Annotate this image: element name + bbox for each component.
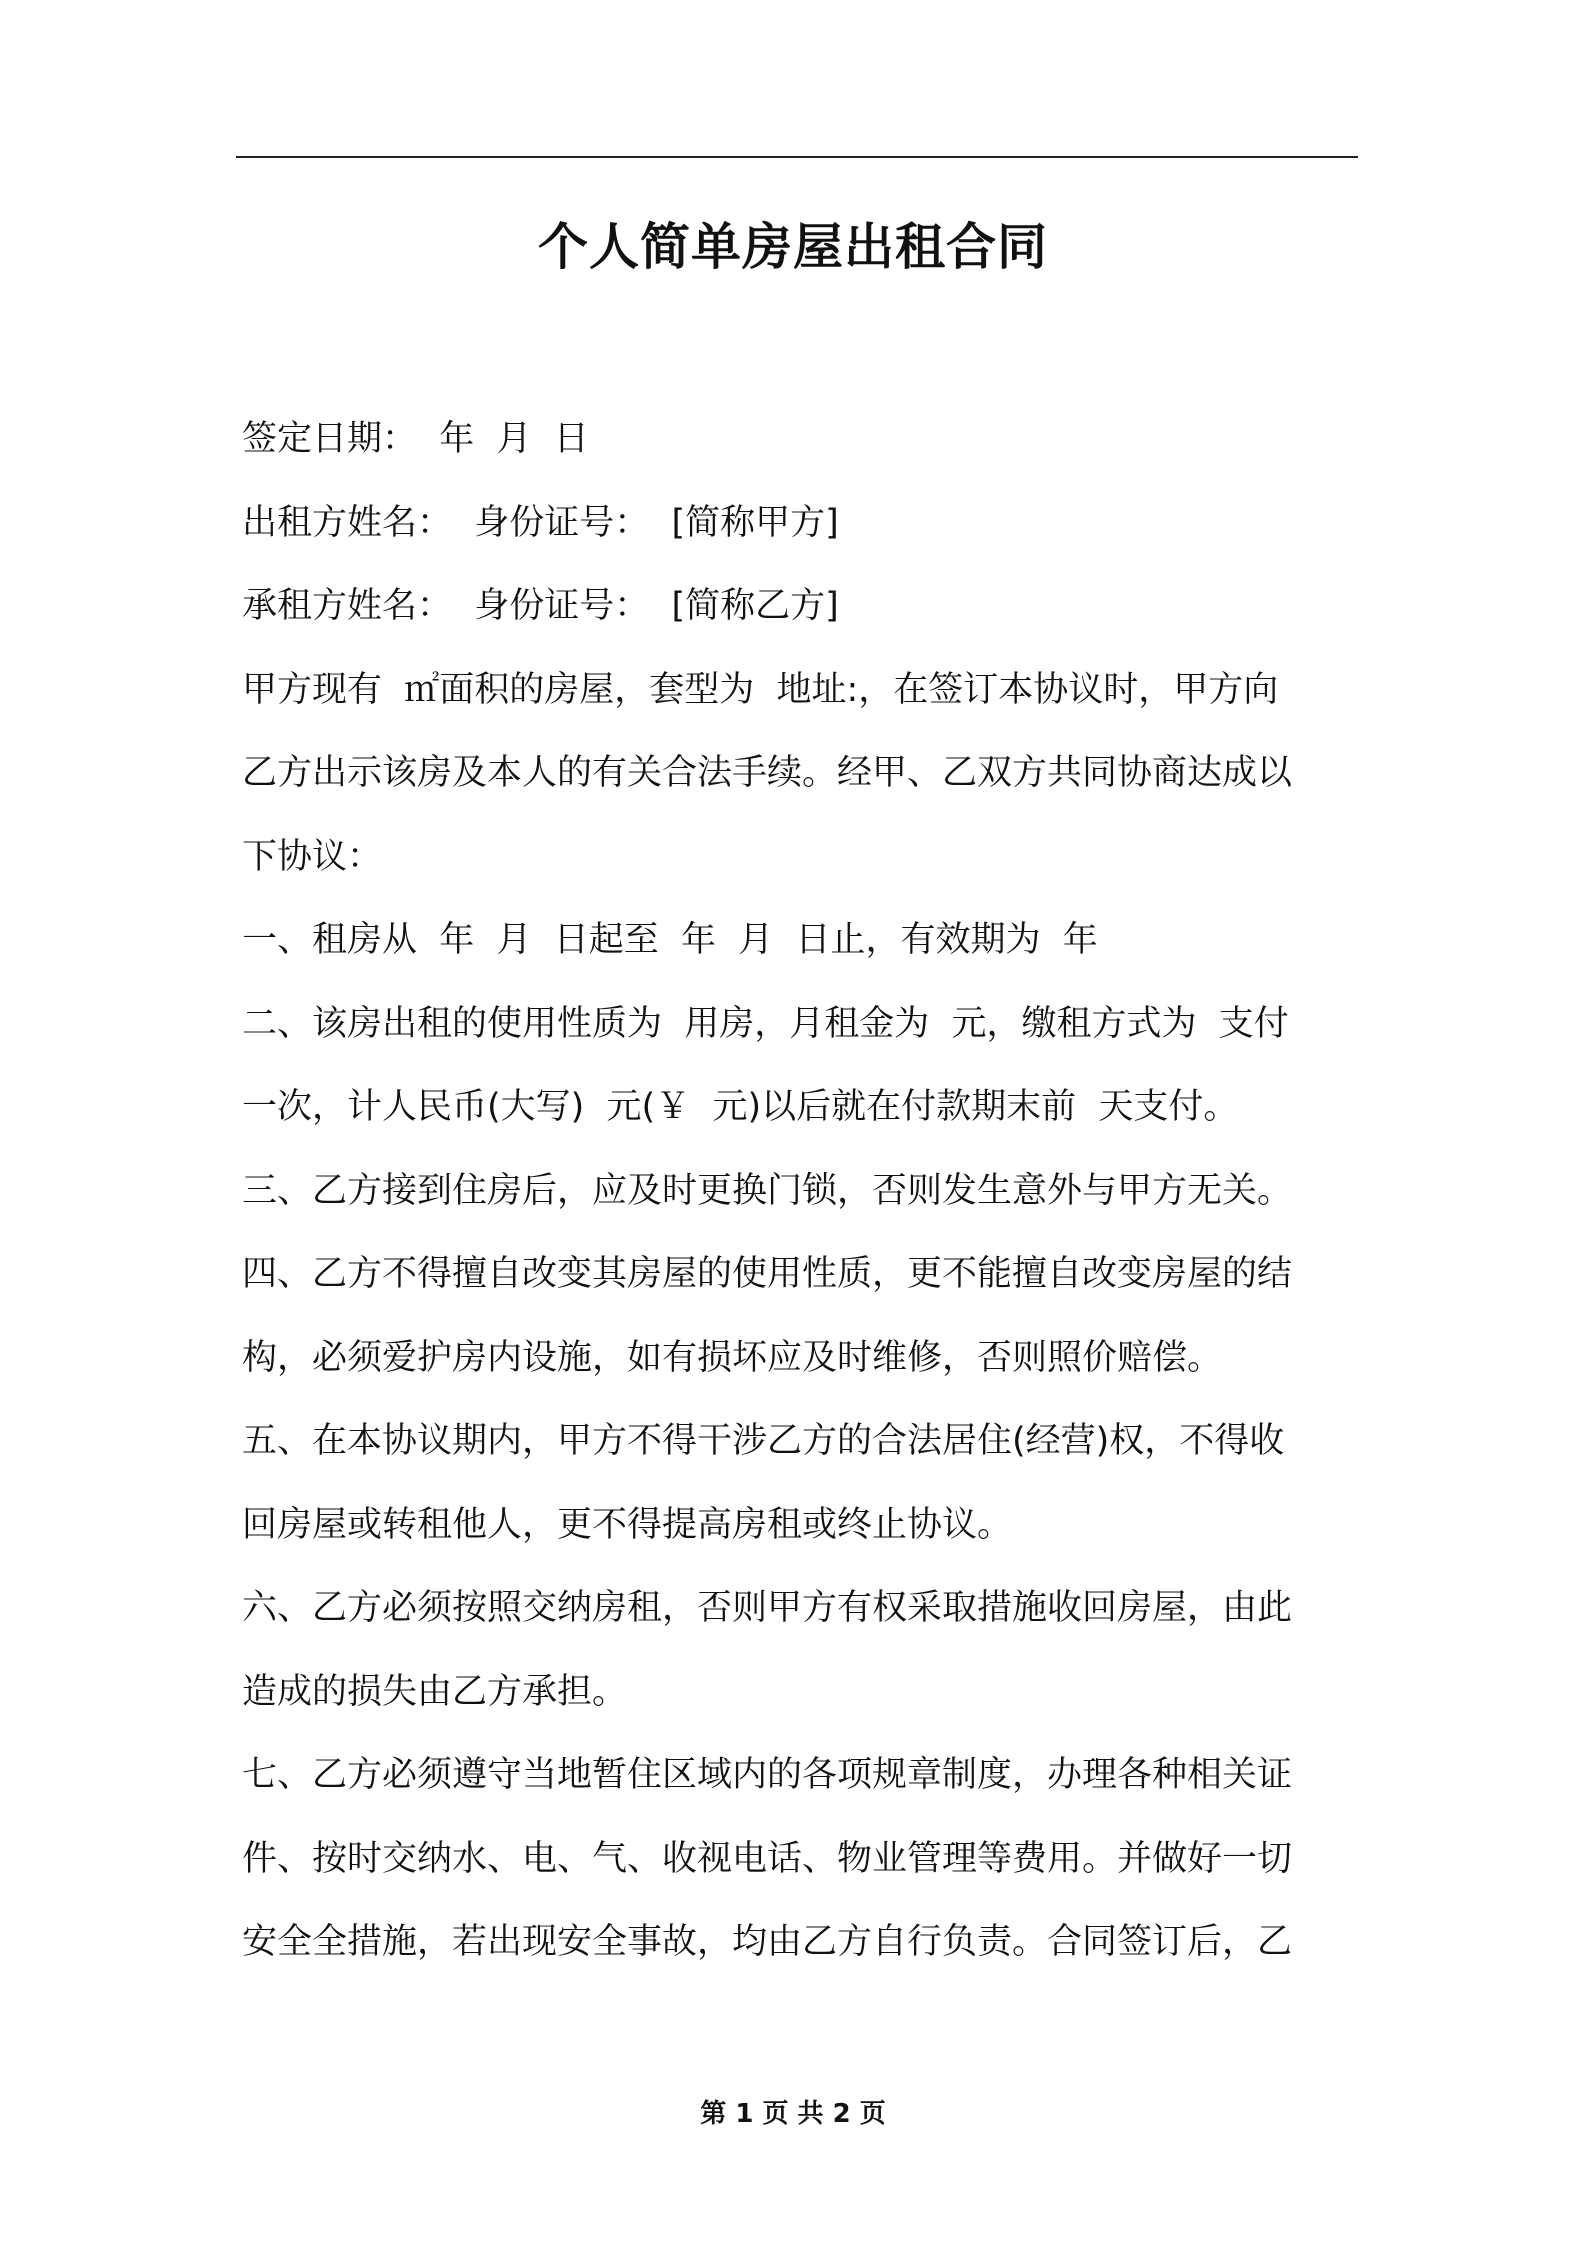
signing-date-line: 签定日期： 年 月 日 (242, 419, 589, 459)
clause-line: 二、该房出租的使用性质为 用房，月租金为 元，缴租方式为 支付 (242, 1003, 1289, 1044)
paragraph-line: 甲方现有 ㎡面积的房屋，套型为 地址:，在签订本协议时，甲方向 (242, 669, 1279, 710)
document-title: 个人简单房屋出租合同 (538, 218, 1048, 276)
clause-line: 件、按时交纳水、电、气、收视电话、物业管理等费用。并做好一切 (242, 1838, 1293, 1879)
clause-line: 五、在本协议期内，甲方不得干涉乙方的合法居住(经营)权，不得收 (242, 1421, 1285, 1461)
clause-line: 一次，计人民币(大写) 元(￥ 元)以后就在付款期末前 天支付。 (242, 1087, 1239, 1127)
paragraph-line: 下协议： (242, 836, 383, 877)
clause-line: 构，必须爱护房内设施，如有损坏应及时维修，否则照价赔偿。 (242, 1337, 1223, 1378)
clause-line: 造成的损失由乙方承担。 (242, 1671, 628, 1712)
clause-line: 七、乙方必须遵守当地暂住区域内的各项规章制度，办理各种相关证 (242, 1755, 1293, 1795)
clause-line: 六、乙方必须按照交纳房租，否则甲方有权采取措施收回房屋，由此 (242, 1588, 1293, 1628)
lessor-line: 出租方姓名： 身份证号： [简称甲方] (242, 502, 839, 543)
clause-line: 四、乙方不得擅自改变其房屋的使用性质，更不能擅自改变房屋的结 (242, 1254, 1293, 1294)
header-rule (236, 156, 1358, 158)
page-number: 第 1 页 共 2 页 (700, 2099, 886, 2129)
lessee-line: 承租方姓名： 身份证号： [简称乙方] (242, 586, 839, 626)
clause-line: 三、乙方接到住房后，应及时更换门锁，否则发生意外与甲方无关。 (242, 1170, 1293, 1211)
contract-body (242, 398, 1364, 1985)
clause-line: 一、租房从 年 月 日起至 年 月 日止，有效期为 年 (242, 920, 1098, 960)
clause-line: 回房屋或转租他人，更不得提高房租或终止协议。 (242, 1504, 1013, 1545)
paragraph-line: 乙方出示该房及本人的有关合法手续。经甲、乙双方共同协商达成以 (242, 753, 1293, 793)
clause-line: 安全全措施，若出现安全事故，均由乙方自行负责。合同签订后，乙 (242, 1922, 1293, 1962)
